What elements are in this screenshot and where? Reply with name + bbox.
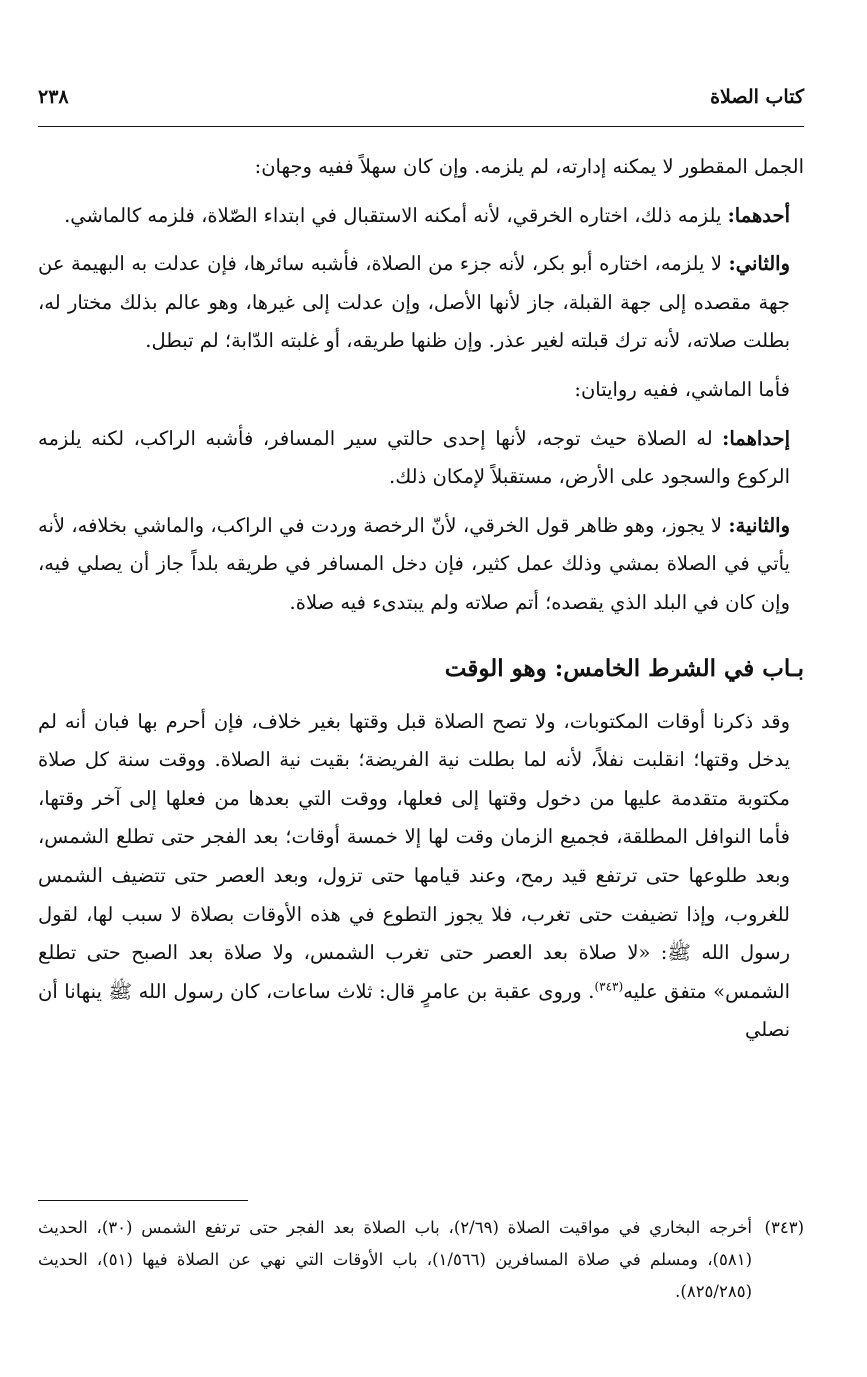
chapter-text-after-ref: . وروى عقبة بن عامرٍ قال: ثلاث ساعات، كان رسول الله ﷺ ينهانا أن نصلي — [38, 979, 790, 1042]
footnote-reference[interactable]: (٣٤٣) — [594, 979, 624, 994]
chapter-heading: بـاب في الشرط الخامس: وهو الوقت — [444, 654, 804, 682]
footnotes — [38, 1212, 804, 1308]
paragraph-2-lead: أحدهما: — [727, 203, 790, 227]
paragraph-1-text: الجمل المقطور لا يمكنه إدارته، لم يلزمه. وإن كان سهلاً ففيه وجهان: — [254, 155, 804, 178]
paragraph-6-text: لا يجوز، وهو ظاهر قول الخرقي، لأنّ الرخصة وردت في الراكب، والماشي بخلافه، لأنه يأتي في الصلاة بمشي وذلك عمل كثير، فإن دخل المسافر في طريقه بلداً جاز أن يصلي فيه، وإن كان في البلد الذي يقصده؛ أتم صلاته ولم يبتدىء فيه صلاة. — [38, 513, 790, 614]
paragraph-5-lead: إحداهما: — [722, 426, 790, 450]
paragraph-1 — [38, 148, 804, 187]
paragraph-4 — [38, 371, 804, 410]
paragraph-2 — [38, 197, 804, 236]
footnote-text: أخرجه البخاري في مواقيت الصلاة (٢/٦٩)، باب الصلاة بعد الفجر حتى ترتفع الشمس (٣٠)، الحديث (٥٨١)، ومسلم في صلاة المسافرين (١/٥٦٦)، باب الأوقات التي نهي عن الصلاة فيها (٥١)، الحديث (٨٢٥/٢٨٥). — [38, 1218, 752, 1301]
page-number: ٢٣٨ — [38, 86, 69, 108]
paragraph-3-lead: والثاني: — [728, 252, 790, 276]
footnote-divider — [38, 1200, 248, 1201]
header-divider — [38, 126, 804, 127]
main-text — [38, 148, 804, 1060]
book-page — [38, 0, 804, 1377]
running-header — [38, 86, 804, 120]
paragraph-6-lead: والثانية: — [728, 513, 790, 537]
paragraph-5-text: له الصلاة حيث توجه، لأنها إحدى حالتي سير المسافر، فأشبه الراكب، لكنه يلزمه الركوع والسجود على الأرض، مستقبلاً لإمكان ذلك. — [38, 426, 790, 489]
paragraph-6 — [38, 507, 804, 623]
paragraph-2-text: يلزمه ذلك، اختاره الخرقي، لأنه أمكنه الاستقبال في ابتداء الصّلاة، فلزمه كالماشي. — [64, 203, 728, 227]
book-title: كتاب الصلاة — [710, 86, 804, 108]
paragraph-5 — [38, 420, 804, 497]
paragraph-3-text: لا يلزمه، اختاره أبو بكر، لأنه جزء من الصلاة، فأشبه سائرها، فإن عدلت به البهيمة عن جهة مقصده إلى جهة القبلة، جاز لأنها الأصل، وإن عدلت إلى غيرها، وهو عالم بذلك مختار له، بطلت صلاته، لأنه ترك قبلته لغير عذر. وإن ظنها طريقه، أو غلبته الدّابة؛ لم تبطل. — [38, 252, 790, 353]
paragraph-4-text: فأما الماشي، ففيه روايتان: — [574, 377, 790, 401]
chapter-paragraph — [38, 703, 804, 1050]
paragraph-3 — [38, 245, 804, 361]
chapter-text-before-ref: وقد ذكرنا أوقات المكتوبات، ولا تصح الصلاة قبل وقتها بغير خلاف، فإن أحرم بها فبان أنه لم يدخل وقتها؛ انقلبت نفلاً، لأنه لما بطلت نية الفريضة؛ بقيت نية الصلاة. ووقت سنة كل صلاة مكتوبة متقدمة عليها من دخول وقتها إلى فعلها، ووقت التي بعدها من فعلها إلى آخر وقتها، فأما النوافل المطلقة، فجميع الزمان وقت لها إلا خمسة أوقات؛ بعد الفجر حتى تطلع الشمس، وبعد طلوعها حتى ترتفع قيد رمح، وعند قيامها حتى تزول، وبعد العصر حتى تتضيف الشمس للغروب، وإذا تضيفت حتى تغرب، فلا يجوز التطوع في هذه الأوقات بصلاة لا سبب لها، لقول رسول الله ﷺ: «لا صلاة بعد العصر حتى تغرب الشمس، ولا صلاة بعد الصبح حتى تطلع الشمس» متفق عليه — [38, 709, 791, 1003]
footnote-number: (٣٤٣) — [764, 1218, 804, 1237]
footnote-item — [38, 1212, 804, 1308]
